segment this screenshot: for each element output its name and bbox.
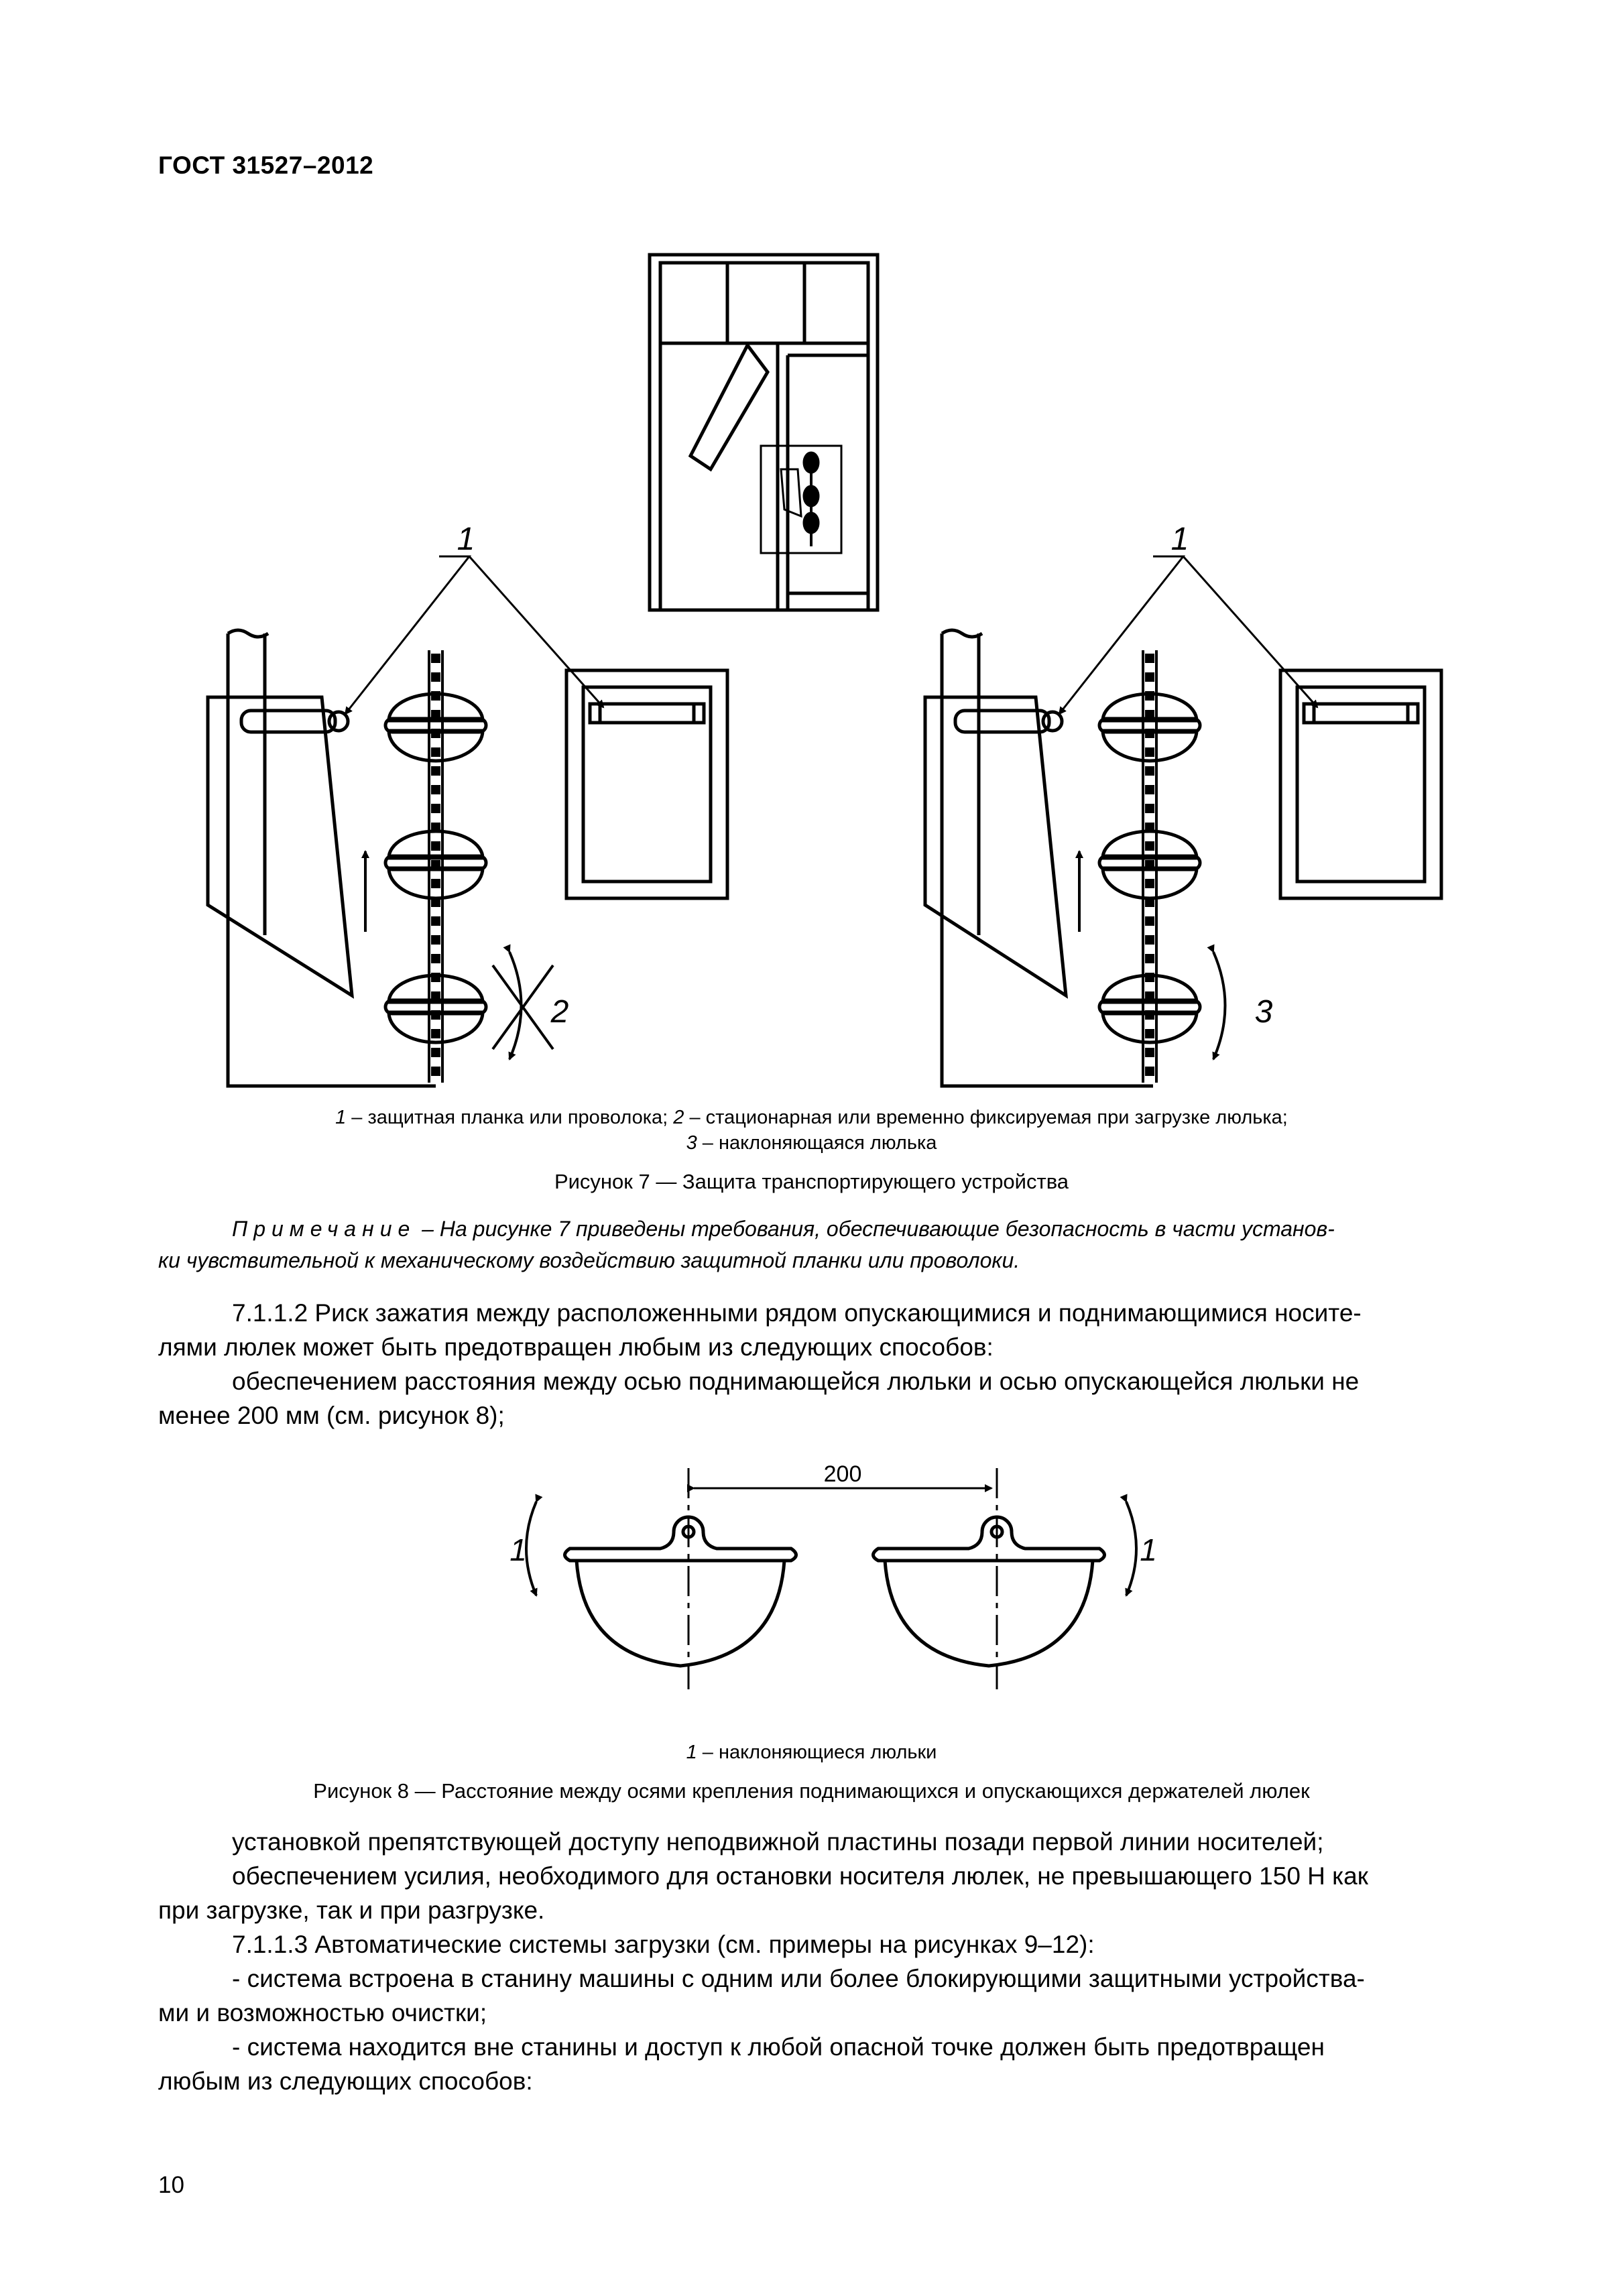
figure-7-title: Рисунок 7 — Защита транспортирующего устройства xyxy=(554,1170,1069,1193)
list-item-1-line-2: ми и возможностью очистки; xyxy=(158,1999,487,2027)
callout-1-right: 1 xyxy=(1170,522,1189,557)
figure-8-legend-num: 1 xyxy=(686,1742,697,1763)
figure-8-legend-text: – наклоняющиеся люльки xyxy=(697,1742,937,1763)
figure-7-legend xyxy=(0,1105,1623,1156)
paragraph-7-1-1-3: 7.1.1.3 Автоматические системы загрузки (см. примеры на рисунках 9–12): xyxy=(232,1931,1095,1958)
option-2: установкой препятствующей доступу неподвижной пластины позади первой линии носителей; xyxy=(232,1828,1324,1856)
dimension-200: 200 xyxy=(823,1461,862,1487)
document-code: ГОСТ 31527–2012 xyxy=(158,152,374,179)
callout-1-left: 1 xyxy=(457,522,475,557)
callout-1-right-cradle: 1 xyxy=(1140,1532,1157,1567)
machine-top-view xyxy=(650,255,878,610)
option-3-line-1: обеспечением усилия, необходимого для остановки носителя люлек, не превышающего 150 Н как xyxy=(232,1862,1368,1890)
option-1-line-2: менее 200 мм (см. рисунок 8); xyxy=(158,1402,505,1429)
callout-1-left-cradle: 1 xyxy=(509,1532,527,1567)
figure-8-drawing xyxy=(0,1441,1623,1750)
left-assembly xyxy=(208,630,727,1086)
option-3-line-2: при загрузке, так и при разгрузке. xyxy=(158,1896,545,1924)
note-text-line-2: ки чувствительной к механическому воздействию защитной планки или проволоки. xyxy=(158,1248,1020,1272)
figure-8-title: Рисунок 8 — Расстояние между осями крепления поднимающихся и опускающихся держателей люлек xyxy=(313,1779,1310,1803)
note-block xyxy=(158,1213,1486,1244)
page-number: 10 xyxy=(158,2172,184,2198)
option-1-line-1: обеспечением расстояния между осью поднимающейся люльки и осью опускающейся люльки не xyxy=(232,1368,1360,1395)
right-assembly xyxy=(925,630,1441,1086)
legend-text-1: – защитная планка или проволока; xyxy=(346,1107,674,1128)
note-text: – На рисунке 7 приведены требования, обеспечивающие безопасность в части установ- xyxy=(416,1217,1335,1241)
legend-num-2: 2 xyxy=(673,1107,684,1128)
legend-text-2: – стационарная или временно фиксируемая при загрузке люлька; xyxy=(684,1107,1288,1128)
paragraph-7-1-1-2-line-2: лями люлек может быть предотвращен любым из следующих способов: xyxy=(158,1333,994,1361)
list-item-2-line-2: любым из следующих способов: xyxy=(158,2067,533,2095)
callout-2: 2 xyxy=(550,994,569,1030)
list-item-1-line-1: - система встроена в станину машины с одним или более блокирующими защитными устройства- xyxy=(232,1965,1365,1992)
legend-num-3: 3 xyxy=(686,1132,697,1154)
legend-num-1: 1 xyxy=(335,1107,347,1128)
paragraph-7-1-1-2-line-1: 7.1.1.2 Риск зажатия между расположенными рядом опускающимися и поднимающимися носите- xyxy=(232,1299,1362,1327)
note-label: Примечание xyxy=(232,1217,416,1241)
figure-7-drawing xyxy=(0,0,1623,1140)
figure-8-legend xyxy=(0,1740,1623,1765)
callout-3: 3 xyxy=(1254,994,1273,1030)
list-item-2-line-1: - система находится вне станины и доступ к любой опасной точке должен быть предотвращен xyxy=(232,2033,1325,2061)
legend-text-3: – наклоняющаяся люлька xyxy=(697,1132,937,1154)
